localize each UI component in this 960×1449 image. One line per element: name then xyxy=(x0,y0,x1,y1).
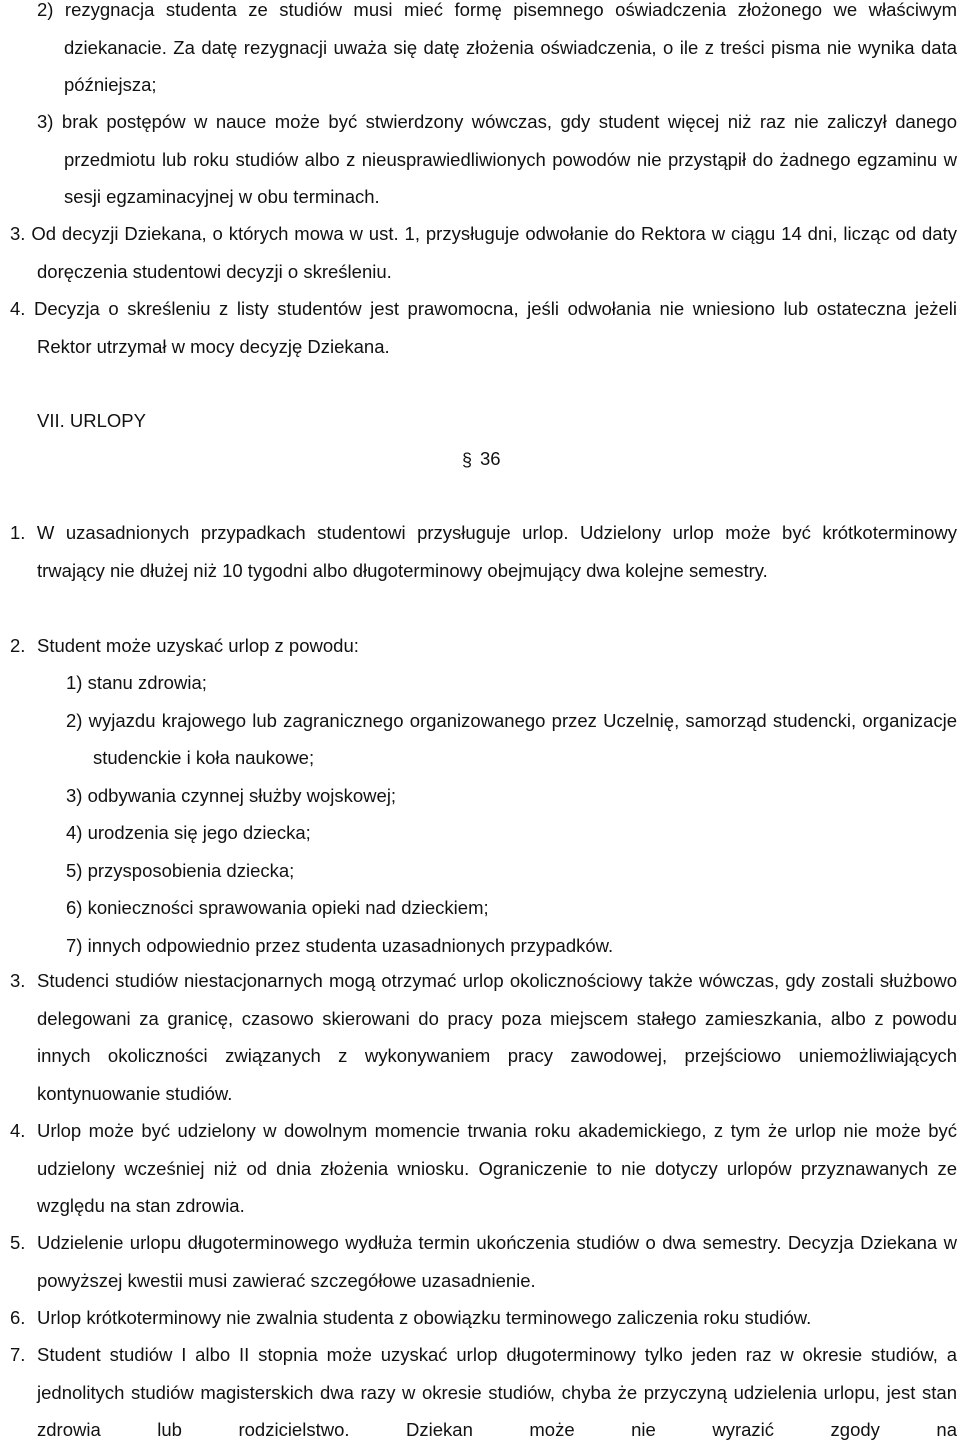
paragraph-sub-2: 2) rezygnacja studenta ze studiów musi mieć formę pisemnego oświadczenia złożonego we właściwym dziekanacie. Za datę rezygnacji uważa się datę złożenia oświadczenia, o ile z treści pisma nie wynika data późniejsza; xyxy=(37,0,957,95)
list-item: 1) stanu zdrowia; xyxy=(66,672,207,693)
paragraph-item-4: 4. Decyzja o skreśleniu z listy studentów jest prawomocna, jeśli odwołania nie wniesiono lub ostateczna jeżeli Rektor utrzymał w mocy decyzję Dziekana. xyxy=(10,298,957,357)
section-heading: VII. URLOPY xyxy=(37,410,146,431)
page-number: 36 xyxy=(480,448,501,469)
urlop-item-3-text: Studenci studiów niestacjonarnych mogą otrzymać urlop okolicznościowy także wówczas, gdy zostali służbowo delegowani za granicę, czasowo skierowani do pracy poza miejscem stałego zamieszkania, albo z powodu innych okoliczności związanych z wykonywaniem pracy zawodowej, przejściowo uniemożliwiających kontynuowanie studiów. xyxy=(37,970,957,1104)
urlop-item-2-text: Student może uzyskać urlop z powodu: xyxy=(37,635,359,656)
urlop-item-1: 1. W uzasadnionych przypadkach studentowi przysługuje urlop. Udzielony urlop może być krótkoterminowy trwający nie dłużej niż 10 tygodni albo długoterminowy obejmujący dwa kolejne semestry. xyxy=(10,522,957,581)
urlop-item-7-number: 7. xyxy=(10,1344,26,1365)
list-item: 5) przysposobienia dziecka; xyxy=(66,859,295,881)
urlop-item-6-number: 6. xyxy=(10,1307,26,1328)
list-item: 6) konieczności sprawowania opieki nad dzieckiem; xyxy=(66,897,489,918)
list-item: 4) urodzenia się jego dziecka; xyxy=(66,822,311,843)
urlop-item-5-text: Udzielenie urlopu długoterminowego wydłuża termin ukończenia studiów o dwa semestry. Decyzja Dziekana w powyższej kwestii musi zawierać szczegółowe uzasadnienie. xyxy=(37,1232,957,1291)
reasons-list xyxy=(66,664,957,964)
urlop-item-4-number: 4. xyxy=(10,1120,26,1141)
urlop-item-2-number: 2. xyxy=(10,635,26,656)
urlop-item-7-text: Student studiów I albo II stopnia może uzyskać urlop długoterminowy tylko jeden raz w okresie studiów, a jednolitych studiów magisterskich dwa razy w okresie studiów, chyba że przyczyną udzielenia urlopu, jest stan zdrowia lub rodzicielstwo. Dziekan może nie wyrazić zgody na xyxy=(37,1344,957,1440)
list-item: 7) innych odpowiednio przez studenta uzasadnionych przypadków. xyxy=(66,934,614,956)
urlop-item-4-text: Urlop może być udzielony w dowolnym momencie trwania roku akademickiego, z tym że urlop nie może być udzielony wcześniej niż od dnia złożenia wniosku. Ograniczenie to nie dotyczy urlopów przyznawanych ze względu na stan zdrowia. xyxy=(37,1120,957,1216)
list-item: 2) wyjazdu krajowego lub zagranicznego organizowanego przez Uczelnię, samorząd studencki, organizacje studenckie i koła naukowe; xyxy=(66,709,957,768)
urlop-item-6-text: Urlop krótkoterminowy nie zwalnia studenta z obowiązku terminowego zaliczenia roku studiów. xyxy=(37,1307,812,1328)
urlop-item-3-number: 3. xyxy=(10,970,26,991)
urlop-item-5-number: 5. xyxy=(10,1232,26,1253)
paragraph-item-3: 3. Od decyzji Dziekana, o których mowa w ust. 1, przysługuje odwołanie do Rektora w ciągu 14 dni, licząc od daty doręczenia studentowi decyzji o skreśleniu. xyxy=(10,223,957,282)
list-item: 3) odbywania czynnej służby wojskowej; xyxy=(66,784,397,806)
paragraph-sub-3: 3) brak postępów w nauce może być stwierdzony wówczas, gdy student więcej niż raz nie zaliczył danego przedmiotu lub roku studiów albo z nieusprawiedliwionych powodów nie przystąpił do żadnego egzaminu w sesji egzaminacyjnej w obu terminach. xyxy=(37,111,957,207)
section-mark: § xyxy=(462,450,473,470)
